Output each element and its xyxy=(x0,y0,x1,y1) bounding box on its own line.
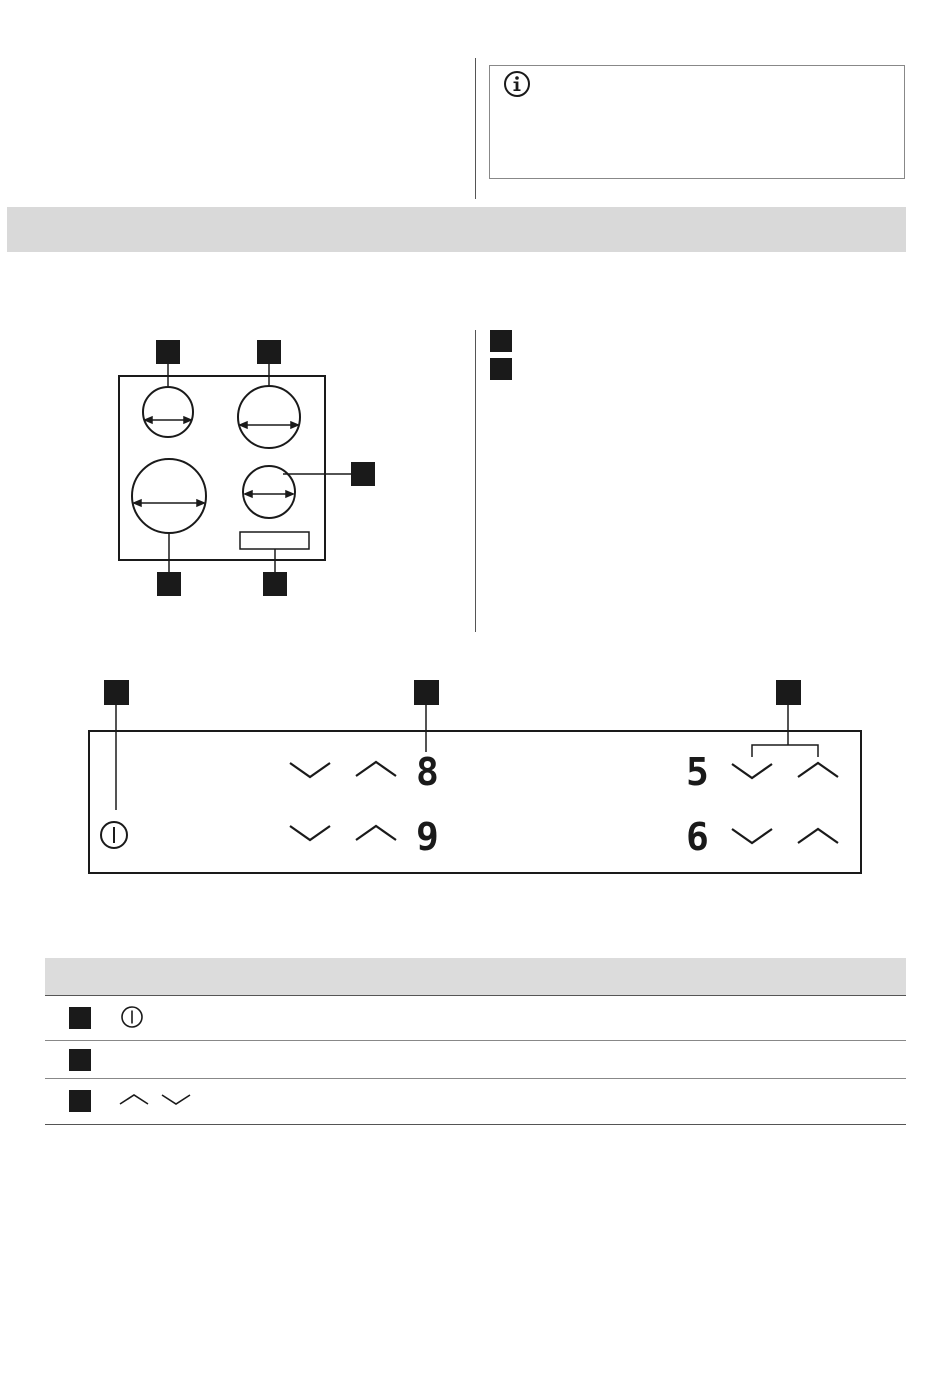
chevron-down-icon xyxy=(732,764,772,778)
chevron-down-icon xyxy=(290,826,330,840)
power-icon xyxy=(119,1004,145,1030)
table-header xyxy=(45,958,906,995)
callout-marker-front-right xyxy=(351,462,375,486)
callout-marker-front-left xyxy=(157,572,181,596)
display-rear-right: 5 xyxy=(686,750,709,794)
chevron-up-icon xyxy=(356,826,396,840)
table-rule xyxy=(45,1124,906,1125)
chevron-up-icon xyxy=(798,829,838,843)
hob-diagram xyxy=(0,0,950,640)
table-rule xyxy=(45,1040,906,1041)
cooking-zone-rear-left xyxy=(143,387,193,437)
control-panel-diagram xyxy=(0,670,950,890)
table-row-marker-2 xyxy=(69,1049,91,1071)
callout-marker-control-panel xyxy=(263,572,287,596)
cooking-zone-rear-right xyxy=(238,386,300,448)
table-rule xyxy=(45,1078,906,1079)
power-icon xyxy=(101,822,127,848)
cooking-zone-front-left xyxy=(132,459,206,533)
chevron-up-icon xyxy=(356,762,396,776)
chevron-up-icon xyxy=(120,1095,148,1104)
callout-marker-front-left-top xyxy=(156,340,180,364)
callout-marker-power xyxy=(104,680,129,705)
chevron-up-down-icon xyxy=(118,1090,194,1110)
table-row-marker-1 xyxy=(69,1007,91,1029)
callout-marker-arrows xyxy=(776,680,801,705)
chevron-down-icon xyxy=(732,829,772,843)
callout-marker-display xyxy=(414,680,439,705)
chevron-up-icon xyxy=(798,763,838,777)
chevron-down-icon xyxy=(162,1095,190,1104)
table-rule xyxy=(45,995,906,996)
display-rear-left: 8 xyxy=(416,750,439,794)
control-panel-outline xyxy=(89,731,861,873)
display-front-left: 9 xyxy=(416,815,439,859)
callout-marker-rear-right xyxy=(257,340,281,364)
control-panel-area xyxy=(240,532,309,549)
table-row-marker-3 xyxy=(69,1090,91,1112)
display-front-right: 6 xyxy=(686,815,709,859)
chevron-down-icon xyxy=(290,763,330,777)
